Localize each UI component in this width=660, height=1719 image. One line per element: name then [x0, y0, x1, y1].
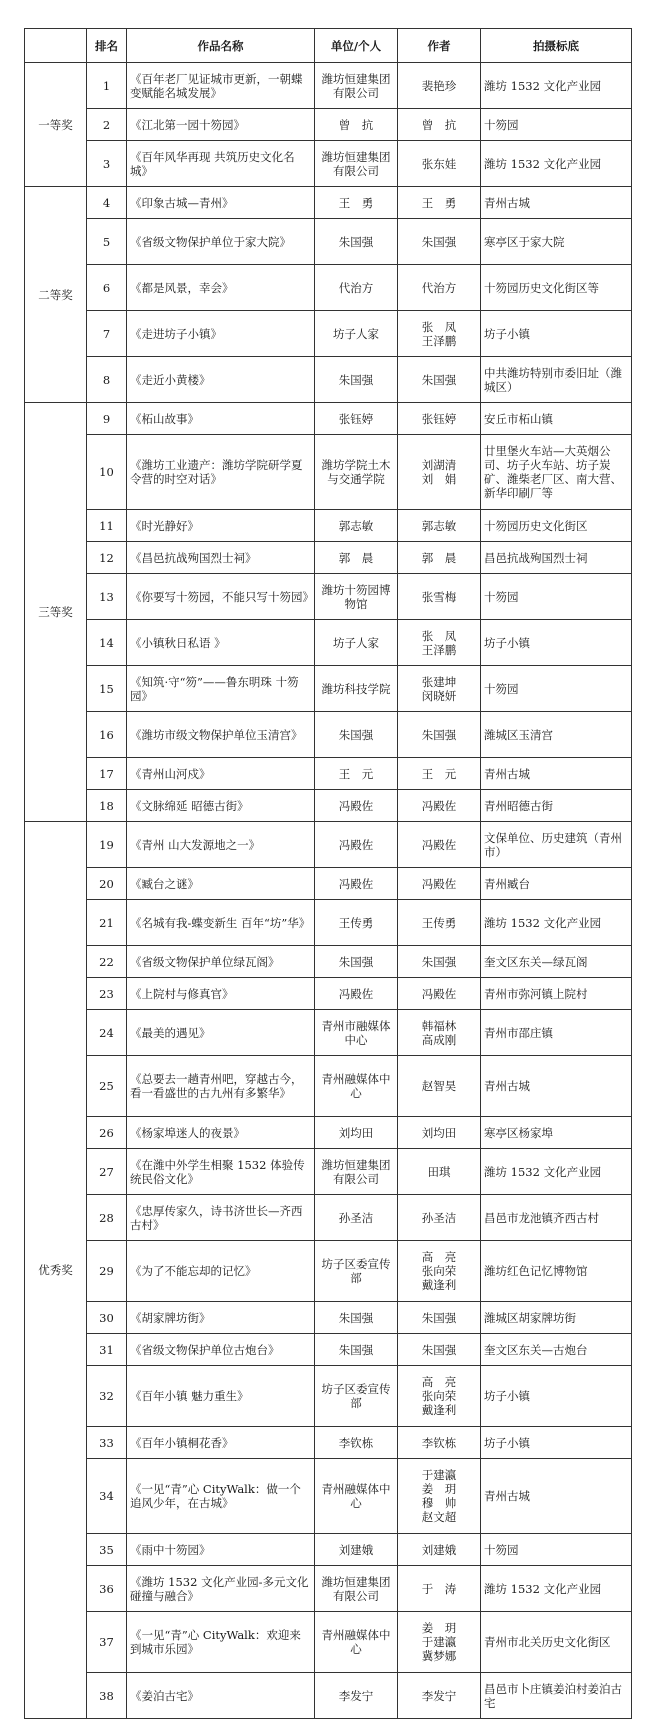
header-rank: 排名 [87, 29, 127, 63]
table-row [25, 712, 632, 758]
title-cell: 《一见“青”心 CityWalk：做一个追风少年，在古城》 [127, 1459, 315, 1534]
header-subject: 拍摄标底 [481, 29, 632, 63]
unit-cell: 王 勇 [315, 187, 398, 219]
rank-cell: 3 [87, 141, 127, 187]
unit-cell: 坊子区委宣传部 [315, 1241, 398, 1302]
title-cell: 《潍坊 1532 文化产业园-多元文化碰撞与融合》 [127, 1566, 315, 1612]
table-row [25, 900, 632, 946]
unit-cell: 郭 晨 [315, 542, 398, 574]
title-cell: 《雨中十笏园》 [127, 1534, 315, 1566]
title-cell: 《你要写十笏园，不能只写十笏园》 [127, 574, 315, 620]
title-cell: 《上院村与修真官》 [127, 978, 315, 1010]
table-row [25, 357, 632, 403]
unit-cell: 坊子人家 [315, 311, 398, 357]
title-cell: 《青州 山大发源地之一》 [127, 822, 315, 868]
header-award-level [25, 29, 87, 63]
subject-cell: 安丘市柘山镇 [481, 403, 632, 435]
subject-cell: 青州市北关历史文化街区 [481, 1612, 632, 1673]
subject-cell: 廿里堡火车站—大英烟公司、坊子火车站、坊子炭矿、潍柴老厂区、南大营、新华印刷厂等 [481, 435, 632, 510]
rank-cell: 11 [87, 510, 127, 542]
unit-cell: 代治方 [315, 265, 398, 311]
subject-cell: 奎文区东关—古炮台 [481, 1334, 632, 1366]
title-cell: 《胡家牌坊街》 [127, 1302, 315, 1334]
rank-cell: 31 [87, 1334, 127, 1366]
author-cell: 刘均田 [398, 1117, 481, 1149]
title-cell: 《名城有我-蝶变新生 百年“坊”华》 [127, 900, 315, 946]
rank-cell: 14 [87, 620, 127, 666]
author-cell: 王 勇 [398, 187, 481, 219]
award-table [24, 28, 632, 1719]
table-row [25, 1117, 632, 1149]
table-row [25, 63, 632, 109]
title-cell: 《印象古城—青州》 [127, 187, 315, 219]
title-cell: 《最美的遇见》 [127, 1010, 315, 1056]
header-title: 作品名称 [127, 29, 315, 63]
table-row [25, 1241, 632, 1302]
rank-cell: 17 [87, 758, 127, 790]
table-row [25, 1195, 632, 1241]
author-cell: 于 涛 [398, 1566, 481, 1612]
rank-cell: 19 [87, 822, 127, 868]
rank-cell: 28 [87, 1195, 127, 1241]
author-cell: 郭志敏 [398, 510, 481, 542]
subject-cell: 昌邑市龙池镇齐西古村 [481, 1195, 632, 1241]
author-cell: 孙圣洁 [398, 1195, 481, 1241]
author-cell: 王传勇 [398, 900, 481, 946]
unit-cell: 冯殿佐 [315, 822, 398, 868]
rank-cell: 6 [87, 265, 127, 311]
title-cell: 《忠厚传家久，诗书济世长—齐西古村》 [127, 1195, 315, 1241]
unit-cell: 朱国强 [315, 1334, 398, 1366]
author-cell: 代治方 [398, 265, 481, 311]
unit-cell: 朱国强 [315, 946, 398, 978]
author-cell: 刘建娥 [398, 1534, 481, 1566]
author-cell: 冯殿佐 [398, 822, 481, 868]
rank-cell: 36 [87, 1566, 127, 1612]
rank-cell: 29 [87, 1241, 127, 1302]
subject-cell: 潍城区玉清宫 [481, 712, 632, 758]
subject-cell: 潍坊红色记忆博物馆 [481, 1241, 632, 1302]
subject-cell: 青州昭德古街 [481, 790, 632, 822]
subject-cell: 青州古城 [481, 1459, 632, 1534]
rank-cell: 10 [87, 435, 127, 510]
subject-cell: 十笏园 [481, 666, 632, 712]
subject-cell: 潍坊 1532 文化产业园 [481, 141, 632, 187]
table-row [25, 141, 632, 187]
title-cell: 《省级文物保护单位绿瓦阁》 [127, 946, 315, 978]
award-level-cell: 三等奖 [25, 403, 87, 822]
rank-cell: 21 [87, 900, 127, 946]
rank-cell: 18 [87, 790, 127, 822]
subject-cell: 奎文区东关—绿瓦阁 [481, 946, 632, 978]
title-cell: 《为了不能忘却的记忆》 [127, 1241, 315, 1302]
rank-cell: 38 [87, 1673, 127, 1719]
table-row [25, 574, 632, 620]
table-row [25, 1366, 632, 1427]
rank-cell: 23 [87, 978, 127, 1010]
author-cell: 朱国强 [398, 357, 481, 403]
rank-cell: 13 [87, 574, 127, 620]
title-cell: 《姜泊古宅》 [127, 1673, 315, 1719]
unit-cell: 坊子人家 [315, 620, 398, 666]
subject-cell: 青州古城 [481, 758, 632, 790]
title-cell: 《一见“青”心 CityWalk：欢迎来到城市乐园》 [127, 1612, 315, 1673]
title-cell: 《柘山故事》 [127, 403, 315, 435]
unit-cell: 青州融媒体中心 [315, 1056, 398, 1117]
title-cell: 《文脉绵延 昭德古街》 [127, 790, 315, 822]
author-cell: 冯殿佐 [398, 978, 481, 1010]
subject-cell: 昌邑抗战殉国烈士祠 [481, 542, 632, 574]
table-row [25, 868, 632, 900]
unit-cell: 青州融媒体中心 [315, 1612, 398, 1673]
rank-cell: 15 [87, 666, 127, 712]
title-cell: 《都是风景，幸会》 [127, 265, 315, 311]
table-row [25, 1056, 632, 1117]
rank-cell: 20 [87, 868, 127, 900]
unit-cell: 青州融媒体中心 [315, 1459, 398, 1534]
rank-cell: 37 [87, 1612, 127, 1673]
rank-cell: 2 [87, 109, 127, 141]
unit-cell: 王 元 [315, 758, 398, 790]
author-cell: 郭 晨 [398, 542, 481, 574]
title-cell: 《走进坊子小镇》 [127, 311, 315, 357]
title-cell: 《江北第一园十笏园》 [127, 109, 315, 141]
table-row [25, 620, 632, 666]
subject-cell: 青州古城 [481, 1056, 632, 1117]
title-cell: 《总要去一趟青州吧，穿越古今，看一看盛世的古九州有多繁华》 [127, 1056, 315, 1117]
subject-cell: 坊子小镇 [481, 620, 632, 666]
author-cell: 朱国强 [398, 1334, 481, 1366]
author-cell: 冯殿佐 [398, 868, 481, 900]
title-cell: 《青州山河戍》 [127, 758, 315, 790]
unit-cell: 冯殿佐 [315, 868, 398, 900]
title-cell: 《百年小镇 魅力重生》 [127, 1366, 315, 1427]
unit-cell: 郭志敏 [315, 510, 398, 542]
author-cell: 韩福林 高成刚 [398, 1010, 481, 1056]
author-cell: 张 凤 王泽鹏 [398, 311, 481, 357]
unit-cell: 李发宁 [315, 1673, 398, 1719]
unit-cell: 冯殿佐 [315, 790, 398, 822]
table-row [25, 403, 632, 435]
table-body [25, 63, 632, 1719]
table-row [25, 1673, 632, 1719]
title-cell: 《小镇秋日私语 》 [127, 620, 315, 666]
author-cell: 张东娃 [398, 141, 481, 187]
rank-cell: 34 [87, 1459, 127, 1534]
unit-cell: 冯殿佐 [315, 978, 398, 1010]
unit-cell: 潍坊恒建集团有限公司 [315, 1566, 398, 1612]
subject-cell: 寒亭区杨家埠 [481, 1117, 632, 1149]
author-cell: 裴艳珍 [398, 63, 481, 109]
author-cell: 赵智昊 [398, 1056, 481, 1117]
author-cell: 高 亮 张向荣 戴逢利 [398, 1366, 481, 1427]
subject-cell: 十笏园历史文化街区等 [481, 265, 632, 311]
rank-cell: 5 [87, 219, 127, 265]
title-cell: 《昌邑抗战殉国烈士祠》 [127, 542, 315, 574]
award-level-cell: 一等奖 [25, 63, 87, 187]
subject-cell: 昌邑市卜庄镇姜泊村姜泊古宅 [481, 1673, 632, 1719]
subject-cell: 潍城区胡家牌坊街 [481, 1302, 632, 1334]
author-cell: 张 凤 王泽鹏 [398, 620, 481, 666]
author-cell: 姜 玥 于建瀛 冀梦娜 [398, 1612, 481, 1673]
header-row [25, 29, 632, 63]
title-cell: 《百年风华再现 共筑历史文化名城》 [127, 141, 315, 187]
subject-cell: 十笏园 [481, 574, 632, 620]
author-cell: 朱国强 [398, 712, 481, 758]
title-cell: 《潍坊工业遗产：潍坊学院研学夏令营的时空对话》 [127, 435, 315, 510]
award-level-cell: 优秀奖 [25, 822, 87, 1719]
table-row [25, 1566, 632, 1612]
title-cell: 《走近小黄楼》 [127, 357, 315, 403]
subject-cell: 十笏园 [481, 109, 632, 141]
unit-cell: 张钰婷 [315, 403, 398, 435]
author-cell: 张钰婷 [398, 403, 481, 435]
author-cell: 李发宁 [398, 1673, 481, 1719]
unit-cell: 曾 抗 [315, 109, 398, 141]
subject-cell: 坊子小镇 [481, 1427, 632, 1459]
title-cell: 《百年小镇桐花香》 [127, 1427, 315, 1459]
table-row [25, 1149, 632, 1195]
unit-cell: 王传勇 [315, 900, 398, 946]
title-cell: 《臧台之谜》 [127, 868, 315, 900]
unit-cell: 刘均田 [315, 1117, 398, 1149]
rank-cell: 1 [87, 63, 127, 109]
subject-cell: 十笏园 [481, 1534, 632, 1566]
rank-cell: 12 [87, 542, 127, 574]
rank-cell: 9 [87, 403, 127, 435]
unit-cell: 朱国强 [315, 219, 398, 265]
unit-cell: 潍坊恒建集团有限公司 [315, 63, 398, 109]
unit-cell: 潍坊科技学院 [315, 666, 398, 712]
author-cell: 朱国强 [398, 1302, 481, 1334]
table-row [25, 1459, 632, 1534]
title-cell: 《潍坊市级文物保护单位玉清宫》 [127, 712, 315, 758]
title-cell: 《在潍中外学生相聚 1532 体验传统民俗文化》 [127, 1149, 315, 1195]
author-cell: 朱国强 [398, 946, 481, 978]
author-cell: 朱国强 [398, 219, 481, 265]
table-row [25, 1427, 632, 1459]
title-cell: 《杨家埠迷人的夜景》 [127, 1117, 315, 1149]
rank-cell: 30 [87, 1302, 127, 1334]
author-cell: 张建坤 闵晓妍 [398, 666, 481, 712]
table-row [25, 219, 632, 265]
unit-cell: 潍坊十笏园博物馆 [315, 574, 398, 620]
header-unit: 单位/个人 [315, 29, 398, 63]
table-row [25, 265, 632, 311]
table-row [25, 187, 632, 219]
unit-cell: 潍坊恒建集团有限公司 [315, 1149, 398, 1195]
unit-cell: 孙圣洁 [315, 1195, 398, 1241]
subject-cell: 坊子小镇 [481, 311, 632, 357]
title-cell: 《省级文物保护单位古炮台》 [127, 1334, 315, 1366]
subject-cell: 青州市邵庄镇 [481, 1010, 632, 1056]
rank-cell: 32 [87, 1366, 127, 1427]
rank-cell: 4 [87, 187, 127, 219]
subject-cell: 十笏园历史文化街区 [481, 510, 632, 542]
rank-cell: 7 [87, 311, 127, 357]
award-level-cell: 二等奖 [25, 187, 87, 403]
table-row [25, 946, 632, 978]
table-row [25, 978, 632, 1010]
table-row [25, 542, 632, 574]
unit-cell: 朱国强 [315, 1302, 398, 1334]
unit-cell: 潍坊学院土木与交通学院 [315, 435, 398, 510]
table-row [25, 1010, 632, 1056]
rank-cell: 8 [87, 357, 127, 403]
subject-cell: 寒亭区于家大院 [481, 219, 632, 265]
author-cell: 曾 抗 [398, 109, 481, 141]
subject-cell: 潍坊 1532 文化产业园 [481, 900, 632, 946]
subject-cell: 潍坊 1532 文化产业园 [481, 1149, 632, 1195]
author-cell: 高 亮 张向荣 戴逢利 [398, 1241, 481, 1302]
header-author: 作者 [398, 29, 481, 63]
unit-cell: 刘建娥 [315, 1534, 398, 1566]
title-cell: 《省级文物保护单位于家大院》 [127, 219, 315, 265]
subject-cell: 中共潍坊特别市委旧址（潍城区） [481, 357, 632, 403]
rank-cell: 24 [87, 1010, 127, 1056]
title-cell: 《百年老厂见证城市更新，一朝蝶变赋能名城发展》 [127, 63, 315, 109]
table-row [25, 435, 632, 510]
author-cell: 田琪 [398, 1149, 481, 1195]
title-cell: 《知筑·守“笏”——鲁东明珠 十笏园》 [127, 666, 315, 712]
author-cell: 王 元 [398, 758, 481, 790]
rank-cell: 27 [87, 1149, 127, 1195]
unit-cell: 李钦栋 [315, 1427, 398, 1459]
unit-cell: 青州市融媒体中心 [315, 1010, 398, 1056]
author-cell: 于建瀛 姜 玥 穆 帅 赵文超 [398, 1459, 481, 1534]
table-row [25, 1302, 632, 1334]
author-cell: 刘湖清 刘 娟 [398, 435, 481, 510]
rank-cell: 22 [87, 946, 127, 978]
table-row [25, 109, 632, 141]
rank-cell: 33 [87, 1427, 127, 1459]
rank-cell: 26 [87, 1117, 127, 1149]
subject-cell: 坊子小镇 [481, 1366, 632, 1427]
table-row [25, 822, 632, 868]
author-cell: 李钦栋 [398, 1427, 481, 1459]
table-row [25, 758, 632, 790]
table-row [25, 510, 632, 542]
subject-cell: 青州臧台 [481, 868, 632, 900]
rank-cell: 16 [87, 712, 127, 758]
title-cell: 《时光静好》 [127, 510, 315, 542]
subject-cell: 潍坊 1532 文化产业园 [481, 1566, 632, 1612]
author-cell: 冯殿佐 [398, 790, 481, 822]
author-cell: 张雪梅 [398, 574, 481, 620]
unit-cell: 朱国强 [315, 712, 398, 758]
table-row [25, 1612, 632, 1673]
subject-cell: 青州市弥河镇上院村 [481, 978, 632, 1010]
subject-cell: 文保单位、历史建筑（青州市） [481, 822, 632, 868]
table-row [25, 666, 632, 712]
table-row [25, 1334, 632, 1366]
subject-cell: 潍坊 1532 文化产业园 [481, 63, 632, 109]
table-row [25, 790, 632, 822]
unit-cell: 坊子区委宣传部 [315, 1366, 398, 1427]
table-row [25, 1534, 632, 1566]
subject-cell: 青州古城 [481, 187, 632, 219]
unit-cell: 朱国强 [315, 357, 398, 403]
rank-cell: 25 [87, 1056, 127, 1117]
rank-cell: 35 [87, 1534, 127, 1566]
table-row [25, 311, 632, 357]
unit-cell: 潍坊恒建集团有限公司 [315, 141, 398, 187]
